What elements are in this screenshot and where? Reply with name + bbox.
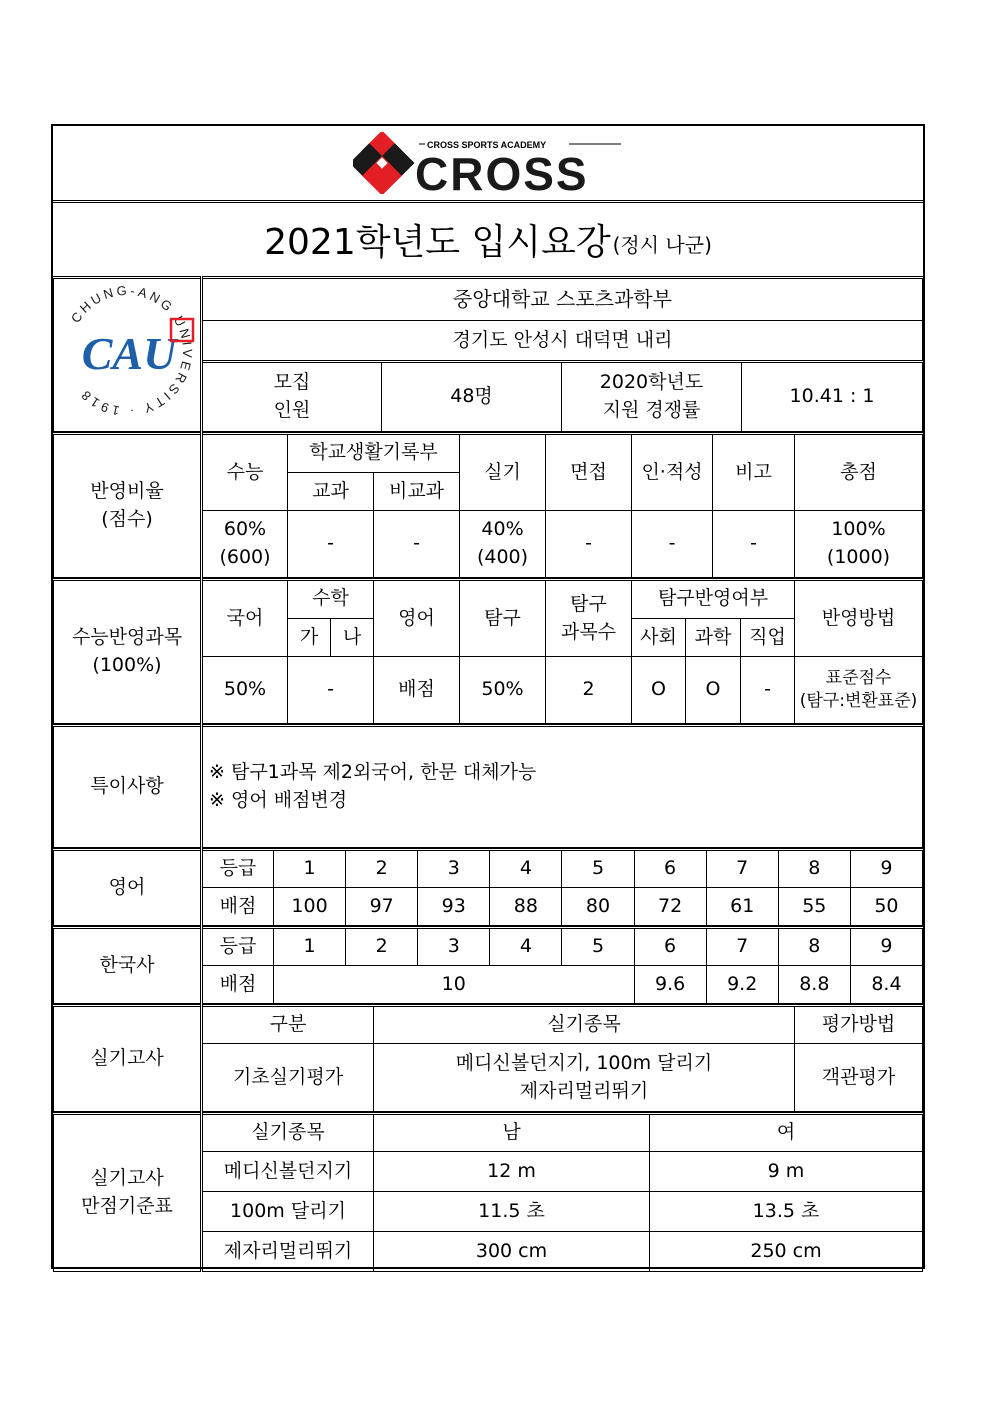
ratio-value-interview: - bbox=[546, 511, 632, 578]
english-grade: 3 bbox=[418, 850, 490, 888]
subj-header-science: 과학 bbox=[686, 618, 741, 657]
english-grade: 7 bbox=[706, 850, 778, 888]
history-grade: 6 bbox=[634, 928, 706, 966]
history-grade: 9 bbox=[850, 928, 922, 966]
english-score: 93 bbox=[418, 888, 490, 926]
subj-header-math-na: 나 bbox=[331, 618, 374, 657]
ratio-header-total: 총점 bbox=[795, 434, 923, 511]
practical-label: 실기고사 bbox=[54, 1006, 202, 1112]
english-grade: 4 bbox=[490, 850, 562, 888]
history-grade-label: 등급 bbox=[202, 928, 274, 966]
full-score-label: 실기고사 만점기준표 bbox=[54, 1114, 202, 1272]
history-score: 9.2 bbox=[706, 966, 778, 1004]
cau-logo-text: CAU bbox=[81, 327, 177, 379]
full-score-female: 13.5 초 bbox=[650, 1192, 923, 1232]
recruit-label: 모집 인원 bbox=[202, 361, 382, 431]
english-grade: 6 bbox=[634, 850, 706, 888]
suneung-subjects-label: 수능반영과목 (100%) bbox=[54, 580, 202, 724]
full-score-event: 제자리멀리뛰기 bbox=[202, 1232, 374, 1272]
practical-exam-table bbox=[53, 1004, 923, 1112]
english-score: 100 bbox=[274, 888, 346, 926]
history-grade: 2 bbox=[346, 928, 418, 966]
cross-logo bbox=[353, 132, 623, 194]
subj-header-english: 영어 bbox=[374, 580, 460, 657]
title-row bbox=[53, 200, 923, 276]
ratio-value-other: - bbox=[713, 511, 795, 578]
english-grade: 9 bbox=[850, 850, 922, 888]
history-grade: 5 bbox=[562, 928, 634, 966]
english-score: 88 bbox=[490, 888, 562, 926]
ratio-header-subject: 교과 bbox=[288, 472, 374, 511]
university-address: 경기도 안성시 대덕면 내리 bbox=[202, 321, 923, 361]
full-score-male: 11.5 초 bbox=[374, 1192, 650, 1232]
page-subtitle: (정시 나군) bbox=[612, 233, 712, 257]
full-score-male: 12 m bbox=[374, 1152, 650, 1192]
english-score: 97 bbox=[346, 888, 418, 926]
admission-sheet bbox=[51, 124, 925, 1269]
practical-header-events: 실기종목 bbox=[374, 1006, 795, 1044]
special-notes-content bbox=[202, 726, 923, 848]
special-note: ※ 영어 배점변경 bbox=[209, 789, 348, 811]
practical-category: 기초실기평가 bbox=[202, 1044, 374, 1112]
ratio-header-school-record: 학교생활기록부 bbox=[288, 434, 460, 473]
subj-header-inquiry-reflect: 탐구반영여부 bbox=[632, 580, 795, 619]
subj-header-method: 반영방법 bbox=[795, 580, 923, 657]
history-grade: 1 bbox=[274, 928, 346, 966]
subj-header-math: 수학 bbox=[288, 580, 374, 619]
full-score-header-female: 여 bbox=[650, 1114, 923, 1152]
subj-value-method: 표준점수 (탐구:변환표준) bbox=[795, 657, 923, 724]
special-notes bbox=[53, 724, 923, 848]
history-score: 8.4 bbox=[850, 966, 922, 1004]
ratio-header-aptitude: 인·적성 bbox=[632, 434, 713, 511]
practical-method: 객관평가 bbox=[795, 1044, 923, 1112]
subj-header-social: 사회 bbox=[632, 618, 686, 657]
subj-header-inquiry: 탐구 bbox=[460, 580, 546, 657]
full-score-male: 300 cm bbox=[374, 1232, 650, 1272]
ratio-value-subject: - bbox=[288, 511, 374, 578]
full-score-header-event: 실기종목 bbox=[202, 1114, 374, 1152]
history-grade: 3 bbox=[418, 928, 490, 966]
subj-value-social: O bbox=[632, 657, 686, 724]
ratio-value-total: 100% (1000) bbox=[795, 511, 923, 578]
english-grade-label: 등급 bbox=[202, 850, 274, 888]
ratio-header-other: 비고 bbox=[713, 434, 795, 511]
brand-name: CROSS bbox=[415, 148, 589, 194]
ratio-header-suneung: 수능 bbox=[202, 434, 288, 511]
ratio-header-interview: 면접 bbox=[546, 434, 632, 511]
competition-label: 2020학년도 지원 경쟁률 bbox=[562, 361, 742, 431]
svg-text:CHUNG-ANG UNIVERSITY · 1918: CHUNG-ANG UNIVERSITY · 1918 bbox=[67, 282, 196, 419]
practical-events: 메디신볼던지기, 100m 달리기 제자리멀리뛰기 bbox=[374, 1044, 795, 1112]
history-score: 8.8 bbox=[778, 966, 850, 1004]
suneung-subjects-table bbox=[53, 578, 923, 724]
english-grade: 2 bbox=[346, 850, 418, 888]
ratio-value-practical: 40% (400) bbox=[460, 511, 546, 578]
history-score-label: 배점 bbox=[202, 966, 274, 1004]
special-note: ※ 탐구1과목 제2외국어, 한문 대체가능 bbox=[209, 761, 537, 784]
full-score-header-male: 남 bbox=[374, 1114, 650, 1152]
ratio-header-non-subject: 비교과 bbox=[374, 472, 460, 511]
english-score: 80 bbox=[562, 888, 634, 926]
ratio-header-practical: 실기 bbox=[460, 434, 546, 511]
subj-value-vocational: - bbox=[741, 657, 795, 724]
competition-value: 10.41 : 1 bbox=[742, 361, 923, 431]
practical-header-category: 구분 bbox=[202, 1006, 374, 1044]
english-label: 영어 bbox=[54, 850, 202, 926]
history-score-merged: 10 bbox=[274, 966, 635, 1004]
full-score-event: 메디신볼던지기 bbox=[202, 1152, 374, 1192]
english-score: 61 bbox=[706, 888, 778, 926]
history-grade: 7 bbox=[706, 928, 778, 966]
subj-value-korean: 50% bbox=[202, 657, 288, 724]
subj-value-math: - bbox=[288, 657, 374, 724]
full-score-event: 100m 달리기 bbox=[202, 1192, 374, 1232]
history-grade: 4 bbox=[490, 928, 562, 966]
english-score: 55 bbox=[778, 888, 850, 926]
full-score-female: 9 m bbox=[650, 1152, 923, 1192]
english-grade: 1 bbox=[274, 850, 346, 888]
korean-history-table bbox=[53, 926, 923, 1004]
subj-value-english: 배점 bbox=[374, 657, 460, 724]
english-score-label: 배점 bbox=[202, 888, 274, 926]
full-score-table bbox=[53, 1112, 923, 1272]
cau-logo bbox=[57, 281, 197, 421]
english-score: 72 bbox=[634, 888, 706, 926]
university-logo-cell bbox=[54, 278, 202, 432]
history-score: 9.6 bbox=[634, 966, 706, 1004]
full-score-female: 250 cm bbox=[650, 1232, 923, 1272]
english-grade: 5 bbox=[562, 850, 634, 888]
subj-value-science: O bbox=[686, 657, 741, 724]
practical-header-method: 평가방법 bbox=[795, 1006, 923, 1044]
english-table bbox=[53, 848, 923, 926]
ratio-value-aptitude: - bbox=[632, 511, 713, 578]
subj-header-vocational: 직업 bbox=[741, 618, 795, 657]
ratio-value-suneung: 60% (600) bbox=[202, 511, 288, 578]
history-label: 한국사 bbox=[54, 928, 202, 1004]
subj-header-math-ga: 가 bbox=[288, 618, 331, 657]
subj-value-inquiry: 50% bbox=[460, 657, 546, 724]
subj-header-inquiry-count: 탐구 과목수 bbox=[546, 580, 632, 657]
page-title: 2021학년도 입시요강 bbox=[264, 222, 611, 263]
subj-value-inquiry-count: 2 bbox=[546, 657, 632, 724]
history-grade: 8 bbox=[778, 928, 850, 966]
english-score: 50 bbox=[850, 888, 922, 926]
subj-header-korean: 국어 bbox=[202, 580, 288, 657]
brand-header bbox=[53, 126, 923, 200]
english-grade: 8 bbox=[778, 850, 850, 888]
ratio-label: 반영비율 (점수) bbox=[54, 434, 202, 578]
ratio-table bbox=[53, 432, 923, 578]
recruit-value: 48명 bbox=[382, 361, 562, 431]
special-label: 특이사항 bbox=[54, 726, 202, 848]
brand-tagline: CROSS SPORTS ACADEMY bbox=[427, 140, 547, 150]
ratio-value-non-subject: - bbox=[374, 511, 460, 578]
university-name: 중앙대학교 스포츠과학부 bbox=[202, 278, 923, 321]
university-info bbox=[53, 276, 923, 432]
